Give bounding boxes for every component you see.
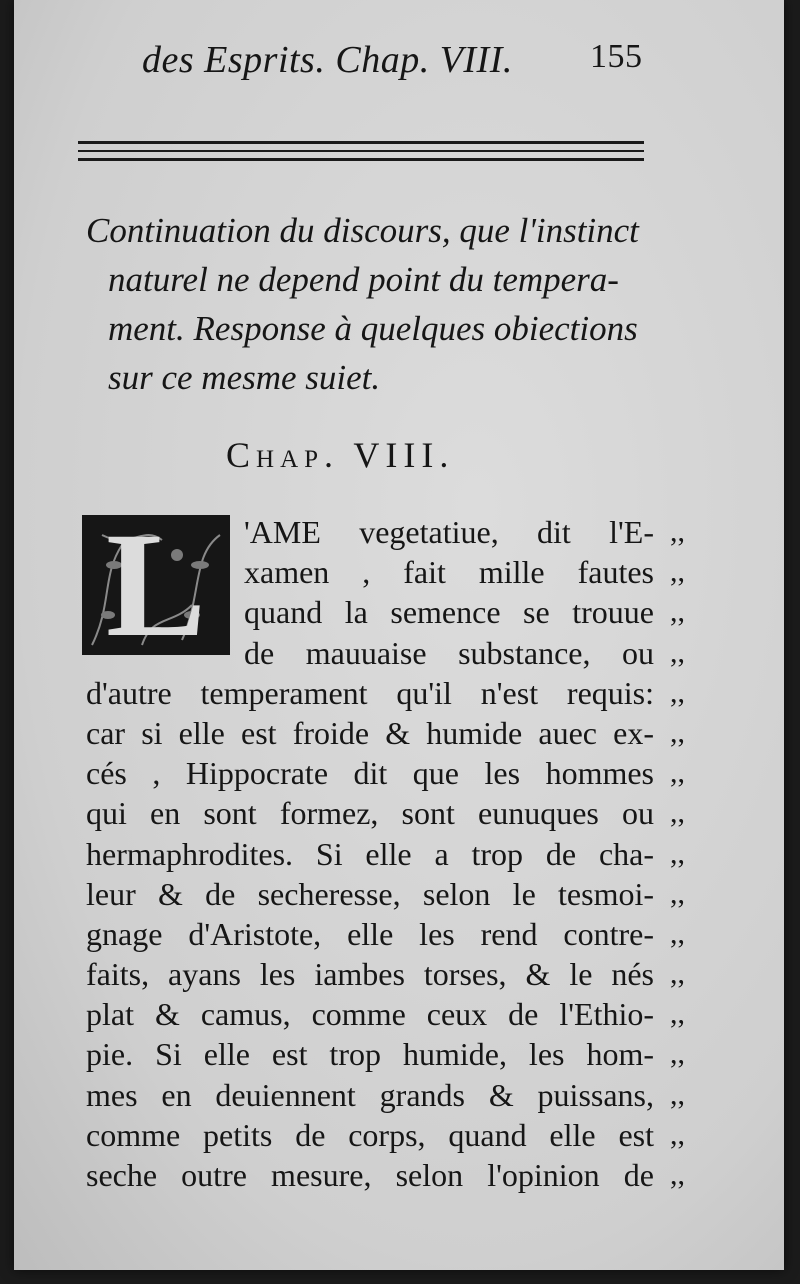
book-page [14,0,784,1270]
quote-mark: ,, [670,836,685,870]
text-line: plat & camus, comme ceux de l'Ethio- [86,996,654,1033]
text-line: de mauuaise substance, ou [244,634,654,671]
text-line: cés , Hippocrate dit que les hommes [86,755,654,792]
quote-mark: ,, [670,715,685,749]
header-rule [78,158,644,161]
text-line: leur & de secheresse, selon le tesmoi- [86,875,654,912]
text-line: car si elle est froide & humide auec ex- [86,714,654,751]
text-line: d'autre temperament qu'il n'est requis: [86,674,654,711]
chapter-title-line: sur ce mesme suiet. [108,358,381,397]
text-line: qui en sont formez, sont eunuques ou [86,795,654,832]
quote-mark: ,, [670,957,685,991]
quote-mark: ,, [670,796,685,830]
chapter-title-line: ment. Response à quelques obiections [108,309,638,348]
quote-mark: ,, [670,876,685,910]
quote-mark: ,, [670,997,685,1031]
marginal-quote-marks [670,512,700,1195]
header-rule [78,141,644,144]
text-line: gnage d'Aristote, elle les rend contre- [86,915,654,952]
quote-mark: ,, [670,1158,685,1191]
quote-mark: ,, [670,675,685,709]
chapter-title-line: Continuation du discours, que l'instinct [86,211,639,250]
text-line: xamen , fait mille fautes [244,554,654,591]
quote-mark: ,, [670,515,685,548]
quote-mark: ,, [670,1077,685,1111]
quote-mark: ,, [670,1037,685,1071]
text-line: mes en deuiennent grands & puissans, [86,1076,654,1113]
running-title: des Esprits. Chap. VIII. [142,39,513,81]
text-line: seche outre mesure, selon l'opinion de [86,1157,654,1193]
text-line: comme petits de corps, quand elle est [86,1116,654,1153]
quote-mark: ,, [670,635,685,669]
dropcap-letter: L [105,515,207,655]
chapter-title [86,206,656,402]
chapter-title-line: naturel ne depend point du tempera- [108,260,619,299]
text-line: faits, ayans les iambes torses, & le nés [86,956,654,993]
quote-mark: ,, [670,555,685,589]
page-number: 155 [590,38,643,75]
text-line: pie. Si elle est trop humide, les hom- [86,1036,654,1073]
text-line: quand la semence se trouue [244,594,654,631]
text-line: hermaphrodites. Si elle a trop de cha- [86,835,654,872]
chapter-heading: Chap. VIII. [226,435,455,475]
body-text [86,512,654,1195]
text-line: 'AME vegetatiue, dit l'E- [244,514,654,550]
quote-mark: ,, [670,916,685,950]
header-rule [78,150,644,152]
quote-mark: ,, [670,756,685,790]
quote-mark: ,, [670,595,685,629]
quote-mark: ,, [670,1117,685,1151]
